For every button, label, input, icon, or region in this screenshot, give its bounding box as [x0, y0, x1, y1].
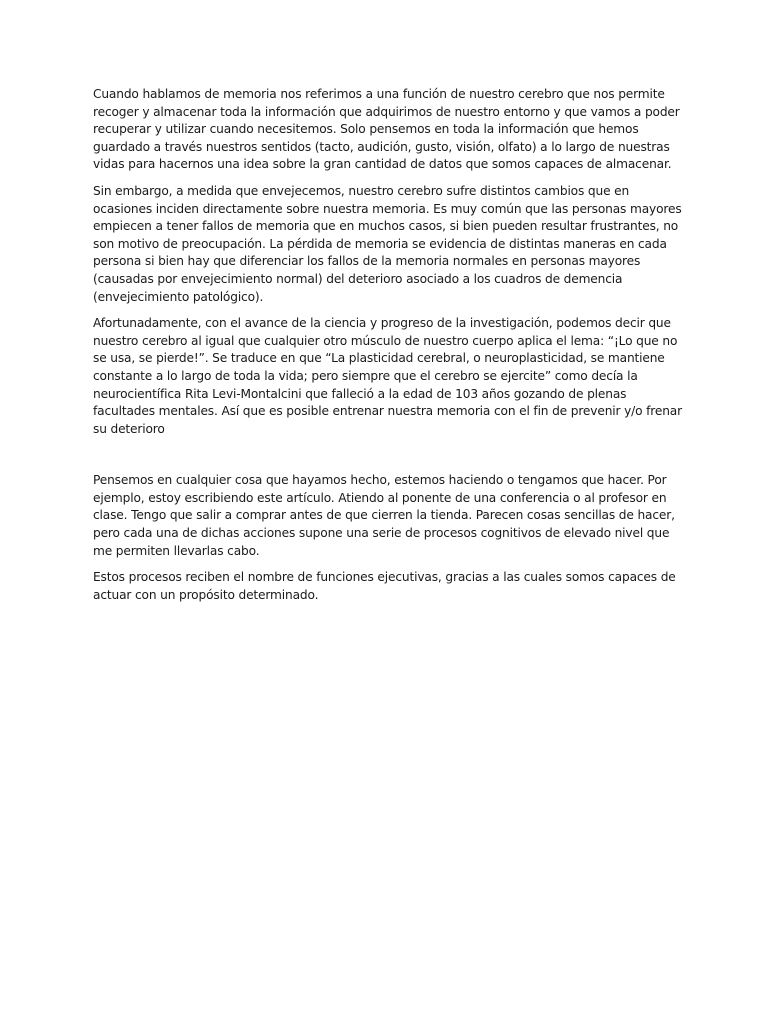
document-body [93, 86, 683, 613]
paragraph-3: Afortunadamente, con el avance de la ciencia y progreso de la investigación, podemos decir que nuestro cerebro al igual que cualquier otro músculo de nuestro cuerpo aplica el lema: “¡Lo que no se usa, se pierde!”. Se traduce en que “La plasticidad cerebral, o neuroplasticidad, se mantiene constante a lo largo de toda la vida; pero siempre que el cerebro se ejercite” como decía la neurocientífica Rita Levi-Montalcini que falleció a la edad de 103 años gozando de plenas facultades mentales. Así que es posible entrenar nuestra memoria con el fin de prevenir y/o frenar su deterioro [93, 316, 682, 436]
paragraph-5: Estos procesos reciben el nombre de funciones ejecutivas, gracias a las cuales somos capaces de actuar con un propósito determinado. [93, 570, 676, 602]
paragraph-2: Sin embargo, a medida que envejecemos, nuestro cerebro sufre distintos cambios que en ocasiones inciden directamente sobre nuestra memoria. Es muy común que las personas mayores empiecen a tener fallos de memoria que en muchos casos, si bien pueden resultar frustrantes, no son motivo de preocupación. La pérdida de memoria se evidencia de distintas maneras en cada persona si bien hay que diferenciar los fallos de la memoria normales en personas mayores (causadas por envejecimiento normal) del deterioro asociado a los cuadros de demencia (envejecimiento patológico). [93, 183, 682, 304]
paragraph-1: Cuando hablamos de memoria nos referimos a una función de nuestro cerebro que nos permite recoger y almacenar toda la información que adquirimos de nuestro entorno y que vamos a poder recuperar y utilizar cuando necesitemos. Solo pensemos en toda la información que hemos guardado a través nuestros sentidos (tacto, audición, gusto, visión, olfato) a lo largo de nuestras vidas para hacernos una idea sobre la gran cantidad de datos que somos capaces de almacenar. [93, 87, 680, 172]
paragraph-4: Pensemos en cualquier cosa que hayamos hecho, estemos haciendo o tengamos que hacer. Por ejemplo, estoy escribiendo este artículo. Atiendo al ponente de una conferencia o al profesor en clase. Tengo que salir a comprar antes de que cierren la tienda. Parecen cosas sencillas de hacer, pero cada una de dichas acciones supone una serie de procesos cognitivos de elevado nivel que me permiten llevarlas cabo. [93, 473, 675, 558]
